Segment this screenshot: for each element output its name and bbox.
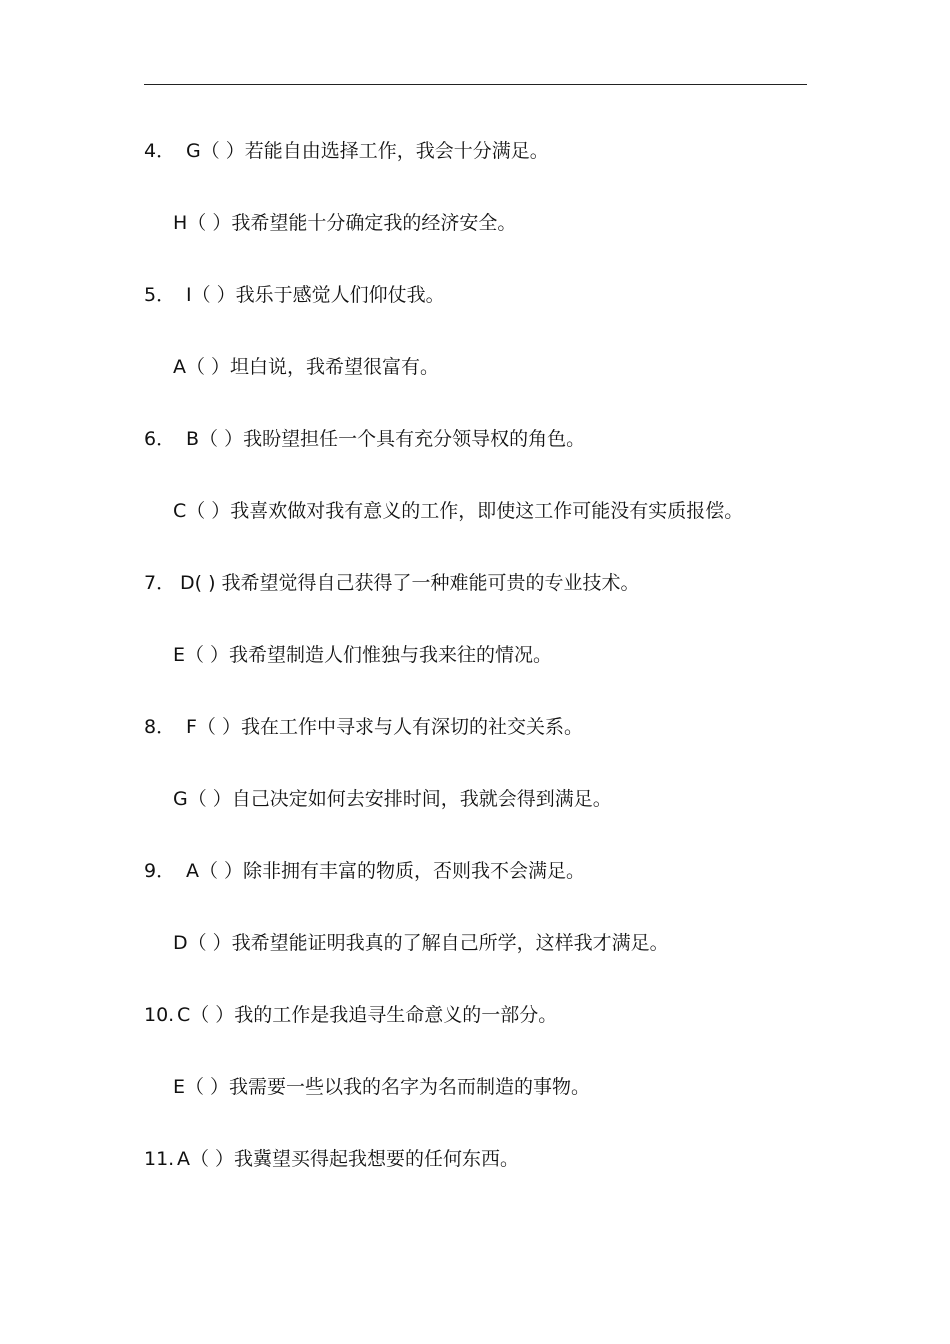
option-text: G（ ）自己决定如何去安排时间，我就会得到满足。: [173, 788, 612, 810]
question-5-option-a: [173, 354, 439, 380]
question-5-option-i: [144, 282, 445, 308]
question-6-option-c: [173, 498, 743, 524]
option-text: C（ ）我喜欢做对我有意义的工作，即使这工作可能没有实质报偿。: [173, 500, 744, 522]
question-number: 6．: [144, 428, 176, 450]
option-text: C（ ）我的工作是我追寻生命意义的一部分。: [177, 1004, 558, 1026]
option-text: B（ ）我盼望担任一个具有充分领导权的角色。: [186, 428, 586, 450]
option-text: D( ) 我希望觉得自己获得了一种难能可贵的专业技术。: [180, 572, 640, 594]
option-text: A（ ）我冀望买得起我想要的任何东西。: [177, 1148, 520, 1170]
option-text: E（ ）我需要一些以我的名字为名而制造的事物。: [173, 1076, 591, 1098]
option-text: A（ ）除非拥有丰富的物质，否则我不会满足。: [186, 860, 586, 882]
question-9-option-a: [144, 858, 585, 884]
question-10-option-e: [173, 1074, 590, 1100]
option-text: D（ ）我希望能证明我真的了解自己所学，这样我才满足。: [173, 932, 669, 954]
option-text: I（ ）我乐于感觉人们仰仗我。: [186, 284, 445, 306]
question-number: 9．: [144, 860, 176, 882]
question-11-option-a: [144, 1146, 519, 1172]
option-text: A（ ）坦白说，我希望很富有。: [173, 356, 440, 378]
question-7-option-d: [144, 570, 640, 596]
question-8-option-f: [144, 714, 583, 740]
option-text: H（ ）我希望能十分确定我的经济安全。: [173, 212, 517, 234]
header-rule: [144, 84, 807, 85]
question-9-option-d: [173, 930, 669, 956]
question-7-option-e: [173, 642, 552, 668]
question-8-option-g: [173, 786, 612, 812]
question-number: 4．: [144, 140, 176, 162]
question-number: 8．: [144, 716, 176, 738]
question-number: 10.: [144, 1004, 175, 1026]
question-10-option-c: [144, 1002, 557, 1028]
question-6-option-b: [144, 426, 585, 452]
option-text: F（ ）我在工作中寻求与人有深切的社交关系。: [186, 716, 583, 738]
option-text: E（ ）我希望制造人们惟独与我来往的情况。: [173, 644, 553, 666]
option-text: G（ ）若能自由选择工作，我会十分满足。: [186, 140, 549, 162]
question-number: 7．: [144, 572, 176, 594]
question-number: 5．: [144, 284, 176, 306]
question-4-option-g: [144, 138, 549, 164]
question-number: 11.: [144, 1148, 175, 1170]
question-4-option-h: [173, 210, 516, 236]
